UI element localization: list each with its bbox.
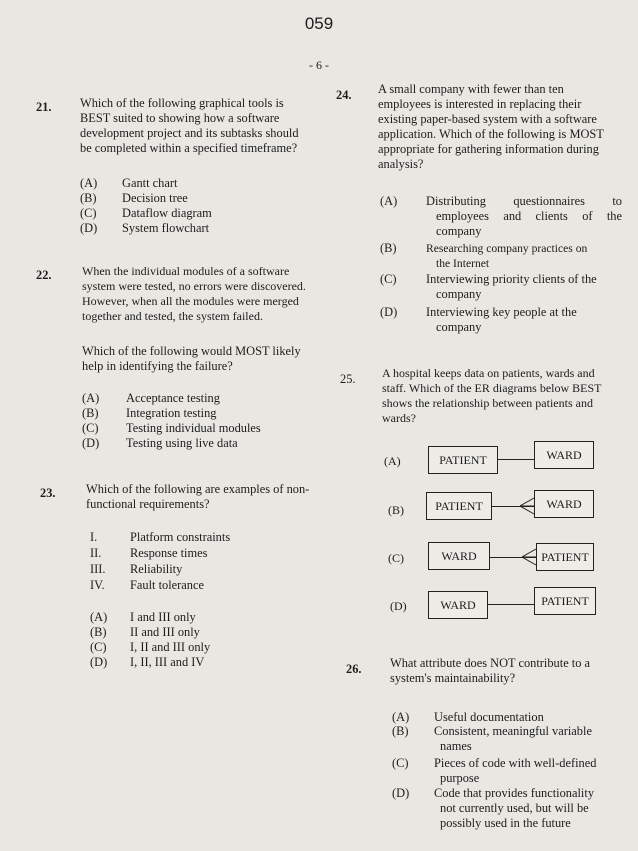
- option-label: (C): [82, 421, 99, 435]
- option-line: Interviewing key people at the: [426, 305, 577, 319]
- option-line: company: [436, 287, 482, 301]
- question-number: 22.: [36, 268, 52, 282]
- option-line: Code that provides functionality: [434, 786, 595, 800]
- option-text: II and III only: [130, 625, 200, 639]
- option-line: names: [440, 739, 472, 753]
- option-text: Testing individual modules: [126, 421, 261, 435]
- stem-line: wards?: [382, 411, 416, 425]
- option-label: (A): [380, 194, 398, 208]
- option-label: (D): [392, 786, 410, 800]
- option-text: Dataflow diagram: [122, 206, 212, 220]
- stem-line: together and tested, the system failed.: [82, 309, 263, 323]
- option-line: Distributing questionnaires to: [426, 194, 622, 208]
- item-text: Reliability: [130, 562, 183, 576]
- question-stem: [80, 96, 320, 156]
- option-text: System flowchart: [122, 221, 210, 235]
- stem-line: Which of the following graphical tools is: [80, 96, 284, 110]
- item-text: Platform constraints: [130, 530, 231, 544]
- stem-line: However, when all the modules were merged: [82, 294, 299, 308]
- option-label: (B): [392, 724, 409, 738]
- stem-line: A small company with fewer than ten: [378, 82, 564, 96]
- paper-code: 059: [304, 14, 334, 33]
- item-label: I.: [90, 530, 98, 544]
- option-label: (B): [388, 503, 404, 517]
- option-line: Consistent, meaningful variable: [434, 724, 592, 738]
- option-label: (C): [388, 551, 404, 565]
- option-text: [434, 756, 634, 786]
- stem-line: BEST suited to showing how a software: [80, 111, 280, 125]
- question-number: 24.: [336, 88, 352, 102]
- stem-line: When the individual modules of a software: [82, 264, 290, 278]
- option-text: I, II, III and IV: [130, 655, 205, 669]
- stem-line: existing paper-based system with a software: [378, 112, 597, 126]
- stem-line: appropriate for gathering information during: [378, 142, 599, 156]
- stem-line: development project and its subtasks should: [80, 126, 299, 140]
- stem-line: What attribute does NOT contribute to a: [390, 656, 591, 670]
- option-text: Testing using live data: [126, 436, 238, 450]
- entity-box: WARD: [534, 441, 594, 469]
- option-text: Gantt chart: [122, 176, 178, 190]
- question-number: 23.: [40, 486, 56, 500]
- option-text: [426, 305, 626, 335]
- option-line: not currently used, but will be: [440, 801, 589, 815]
- stem-line: employees is interested in replacing their: [378, 97, 582, 111]
- stem-line: staff. Which of the ER diagrams below BEST: [382, 381, 602, 395]
- question-stem: [382, 366, 622, 426]
- item-label: III.: [90, 562, 106, 576]
- stem-line: system's maintainability?: [390, 671, 516, 685]
- question-number: 25.: [340, 372, 356, 386]
- option-label: (D): [82, 436, 100, 450]
- option-line: the Internet: [436, 257, 490, 270]
- option-label: (A): [82, 391, 100, 405]
- option-line: Interviewing priority clients of the: [426, 272, 597, 286]
- option-text: I, II and III only: [130, 640, 211, 654]
- option-label: (C): [90, 640, 107, 654]
- option-label: (D): [80, 221, 98, 235]
- option-text: I and III only: [130, 610, 196, 624]
- option-label: (D): [90, 655, 108, 669]
- option-text: Acceptance testing: [126, 391, 220, 405]
- option-line: Useful documentation: [434, 710, 544, 724]
- option-line: purpose: [440, 771, 480, 785]
- question-stem: [86, 482, 326, 512]
- question-stem-2: [82, 344, 322, 374]
- page-number: - 6 -: [309, 58, 329, 72]
- stem-line: analysis?: [378, 157, 424, 171]
- option-label: (B): [90, 625, 107, 639]
- option-line: company: [436, 320, 482, 334]
- entity-box: WARD: [534, 490, 594, 518]
- option-text: Integration testing: [126, 406, 217, 420]
- item-text: Fault tolerance: [130, 578, 204, 592]
- item-label: II.: [90, 546, 102, 560]
- option-text: [434, 724, 634, 754]
- entity-box: PATIENT: [534, 587, 596, 615]
- relationship-line: [498, 459, 534, 460]
- option-label: (A): [90, 610, 108, 624]
- option-label: (D): [390, 599, 407, 613]
- option-label: (C): [392, 756, 409, 770]
- stem-line: shows the relationship between patients and: [382, 396, 593, 410]
- question-stem: [378, 82, 628, 172]
- entity-box: WARD: [428, 591, 488, 619]
- entity-box: PATIENT: [536, 543, 594, 571]
- stem-line: A hospital keeps data on patients, wards and: [382, 366, 595, 380]
- option-label: (C): [380, 272, 397, 286]
- option-label: (A): [80, 176, 98, 190]
- entity-box: WARD: [428, 542, 490, 570]
- option-label: (C): [80, 206, 97, 220]
- option-text: Decision tree: [122, 191, 188, 205]
- option-line: Researching company practices on: [426, 242, 588, 255]
- option-text: [426, 194, 622, 239]
- option-text: [426, 241, 626, 271]
- option-label: (D): [380, 305, 398, 319]
- option-label: (B): [380, 241, 397, 255]
- option-line: possibly used in the future: [440, 816, 571, 830]
- option-text: [426, 272, 626, 302]
- stem-line: Which of the following are examples of non-: [86, 482, 310, 496]
- item-label: IV.: [90, 578, 105, 592]
- question-stem: [82, 264, 322, 324]
- stem-line: functional requirements?: [86, 497, 210, 511]
- question-stem: [390, 656, 630, 686]
- option-text: [434, 786, 634, 831]
- option-line: company: [436, 224, 482, 238]
- option-label: (A): [392, 710, 410, 724]
- question-number: 26.: [346, 662, 362, 676]
- item-text: Response times: [130, 546, 208, 560]
- stem-line: system were tested, no errors were discovered.: [82, 279, 306, 293]
- option-label: (B): [80, 191, 97, 205]
- option-text: [434, 710, 624, 725]
- stem-line: be completed within a specified timeframe?: [80, 141, 298, 155]
- stem-line: Which of the following would MOST likely: [82, 344, 301, 358]
- question-number: 21.: [36, 100, 52, 114]
- entity-box: PATIENT: [428, 446, 498, 474]
- entity-box: PATIENT: [426, 492, 492, 520]
- option-label: (B): [82, 406, 99, 420]
- option-line: employees and clients of the: [436, 209, 622, 223]
- stem-line: application. Which of the following is MOST: [378, 127, 604, 141]
- stem-line: help in identifying the failure?: [82, 359, 233, 373]
- option-line: Pieces of code with well-defined: [434, 756, 597, 770]
- option-label: (A): [384, 454, 401, 468]
- relationship-line: [488, 604, 534, 605]
